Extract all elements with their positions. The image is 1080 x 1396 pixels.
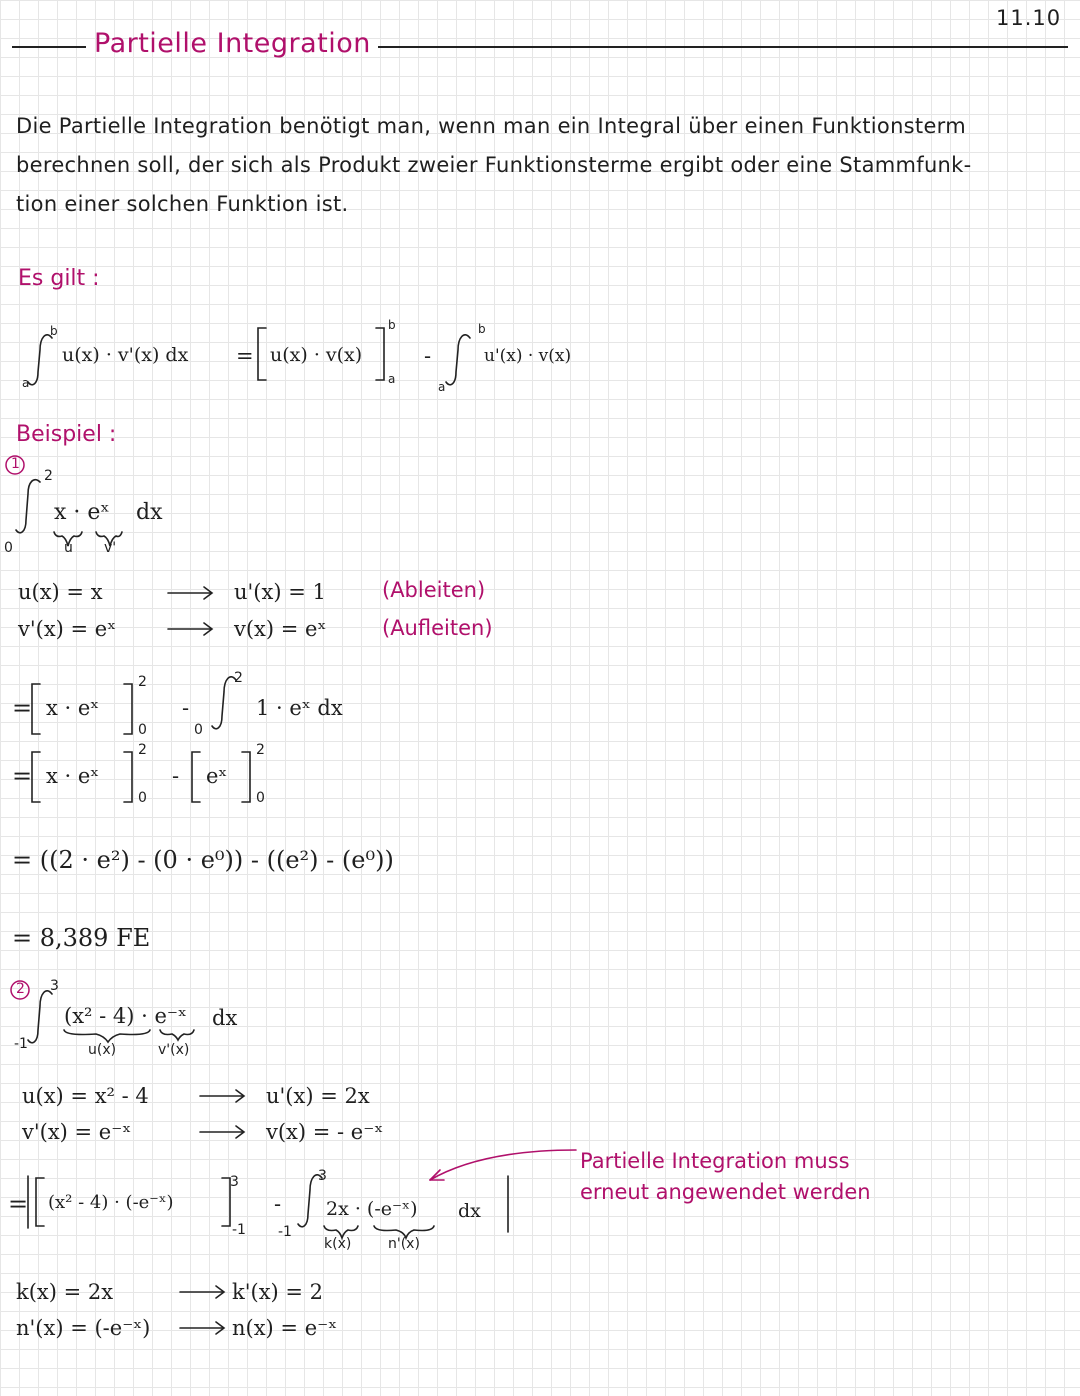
- label-v: v'(x): [158, 1042, 190, 1058]
- integral-sign: [446, 335, 470, 385]
- arrow-right: [168, 587, 212, 599]
- upper-bound: b: [388, 318, 396, 332]
- bracket-left: [36, 1178, 44, 1226]
- step-integrand: 2x · (-e⁻ˣ): [326, 1198, 418, 1220]
- eq-sign: =: [12, 694, 33, 722]
- lower-bound: a: [388, 372, 396, 386]
- def-left: u(x) = x: [18, 580, 103, 604]
- note-arrowhead: [430, 1170, 444, 1180]
- lower-bound: a: [438, 380, 446, 394]
- step1-minus: -: [182, 696, 190, 720]
- def-left: u(x) = x² - 4: [22, 1084, 149, 1108]
- step-minus: -: [274, 1192, 282, 1216]
- ex2-dx: dx: [212, 1006, 238, 1030]
- bracket-right: [222, 1178, 230, 1226]
- title-rule-right: [378, 46, 1068, 48]
- arrow-right: [200, 1090, 244, 1102]
- def-left: n'(x) = (-e⁻ˣ): [16, 1316, 151, 1340]
- lower-bound: -1: [232, 1222, 246, 1238]
- rule-bracket-content: u(x) · v(x): [270, 344, 363, 366]
- intro-line: berechnen soll, der sich als Produkt zweier Funktionsterme ergibt oder eine Stammfunk-: [16, 153, 972, 177]
- def-right: v(x) = - e⁻ˣ: [266, 1120, 384, 1144]
- lower-bound: 0: [138, 790, 147, 806]
- bracket-left: [258, 328, 266, 380]
- rule-minus: -: [424, 344, 432, 368]
- lower-bound: a: [22, 376, 30, 390]
- step1-bracket: x · eˣ: [46, 696, 100, 720]
- example-heading: Beispiel :: [16, 422, 117, 447]
- rule-rhs: u'(x) · v(x): [484, 346, 572, 366]
- arrow-right: [180, 1322, 224, 1334]
- note-line: erneut angewendet werden: [580, 1180, 871, 1204]
- label-v: v': [104, 540, 117, 556]
- title-rule-left: [12, 46, 86, 48]
- def-note: (Ableiten): [382, 578, 486, 602]
- intro-line: tion einer solchen Funktion ist.: [16, 192, 349, 216]
- eq-sign: =: [12, 762, 33, 790]
- bracket-right: [242, 752, 250, 802]
- upper-bound: 2: [44, 468, 53, 484]
- bracket-right: [124, 684, 132, 734]
- def-left: v'(x) = eˣ: [18, 617, 117, 641]
- arrow-right: [200, 1126, 244, 1138]
- arrow-right: [180, 1286, 224, 1298]
- integral-sign: [212, 677, 236, 729]
- bracket-right: [124, 752, 132, 802]
- step2-minus: -: [172, 764, 180, 788]
- def-right: v(x) = eˣ: [234, 617, 327, 641]
- def-right: n(x) = e⁻ˣ: [232, 1316, 338, 1340]
- upper-bound: 2: [138, 674, 147, 690]
- eq-sign: =: [8, 1190, 29, 1218]
- step2-bracket: x · eˣ: [46, 764, 100, 788]
- bracket-left: [192, 752, 200, 802]
- underbrace: [160, 1030, 194, 1040]
- upper-bound: b: [478, 322, 486, 336]
- rule-lhs: u(x) · v'(x) dx: [62, 344, 189, 366]
- ex2-integrand: (x² - 4) · e⁻ˣ: [64, 1004, 187, 1028]
- def-right: k'(x) = 2: [232, 1280, 324, 1304]
- lower-bound: 0: [256, 790, 265, 806]
- upper-bound: 3: [230, 1174, 239, 1190]
- bracket-left: [32, 752, 40, 802]
- example-number: 1: [11, 456, 20, 472]
- upper-bound: b: [50, 324, 58, 338]
- upper-bound: 3: [50, 978, 59, 994]
- ex1-dx: dx: [136, 500, 163, 525]
- underbrace: [64, 1030, 150, 1042]
- rule-eq: =: [236, 344, 254, 368]
- ex1-integrand: x · eˣ: [54, 500, 110, 525]
- lower-bound: 0: [138, 722, 147, 738]
- upper-bound: 2: [256, 742, 265, 758]
- label-k: k(x): [324, 1236, 352, 1252]
- upper-bound: 2: [234, 670, 243, 686]
- lower-bound: -1: [14, 1036, 28, 1052]
- step-dx: dx: [458, 1200, 481, 1222]
- integral-sign: [16, 480, 40, 533]
- label-n: n'(x): [388, 1236, 420, 1252]
- step3: = ((2 · e²) - (0 · e⁰)) - ((e²) - (e⁰)): [12, 846, 394, 874]
- def-left: k(x) = 2x: [16, 1280, 114, 1304]
- arrow-right: [168, 623, 212, 635]
- bracket-right: [376, 328, 384, 380]
- label-u: u: [64, 540, 73, 556]
- note-arrow: [430, 1150, 576, 1180]
- upper-bound: 2: [138, 742, 147, 758]
- upper-bound: 3: [318, 1168, 327, 1184]
- integral-sign: [28, 991, 52, 1043]
- note-line: Partielle Integration muss: [580, 1149, 850, 1173]
- rule-heading: Es gilt :: [18, 266, 100, 291]
- def-left: v'(x) = e⁻ˣ: [22, 1120, 132, 1144]
- ex1-result: = 8,389 FE: [12, 924, 151, 952]
- def-right: u'(x) = 1: [234, 580, 326, 604]
- lower-bound: 0: [4, 540, 13, 556]
- bracket-left: [32, 684, 40, 734]
- label-u: u(x): [88, 1042, 117, 1058]
- lower-bound: 0: [194, 722, 203, 738]
- example-number: 2: [16, 981, 25, 997]
- step-bracket: (x² - 4) · (-e⁻ˣ): [48, 1192, 174, 1213]
- def-note: (Aufleiten): [382, 616, 493, 640]
- step1-integrand: 1 · eˣ dx: [256, 696, 343, 720]
- intro-line: Die Partielle Integration benötigt man, wenn man ein Integral über einen Funktionsterm: [16, 114, 966, 138]
- date-label: 11.10: [996, 6, 1062, 30]
- def-right: u'(x) = 2x: [266, 1084, 370, 1108]
- step2-bracket: eˣ: [206, 764, 228, 788]
- lower-bound: -1: [278, 1224, 292, 1240]
- page-title: Partielle Integration: [94, 28, 371, 59]
- integral-sign: [28, 335, 52, 385]
